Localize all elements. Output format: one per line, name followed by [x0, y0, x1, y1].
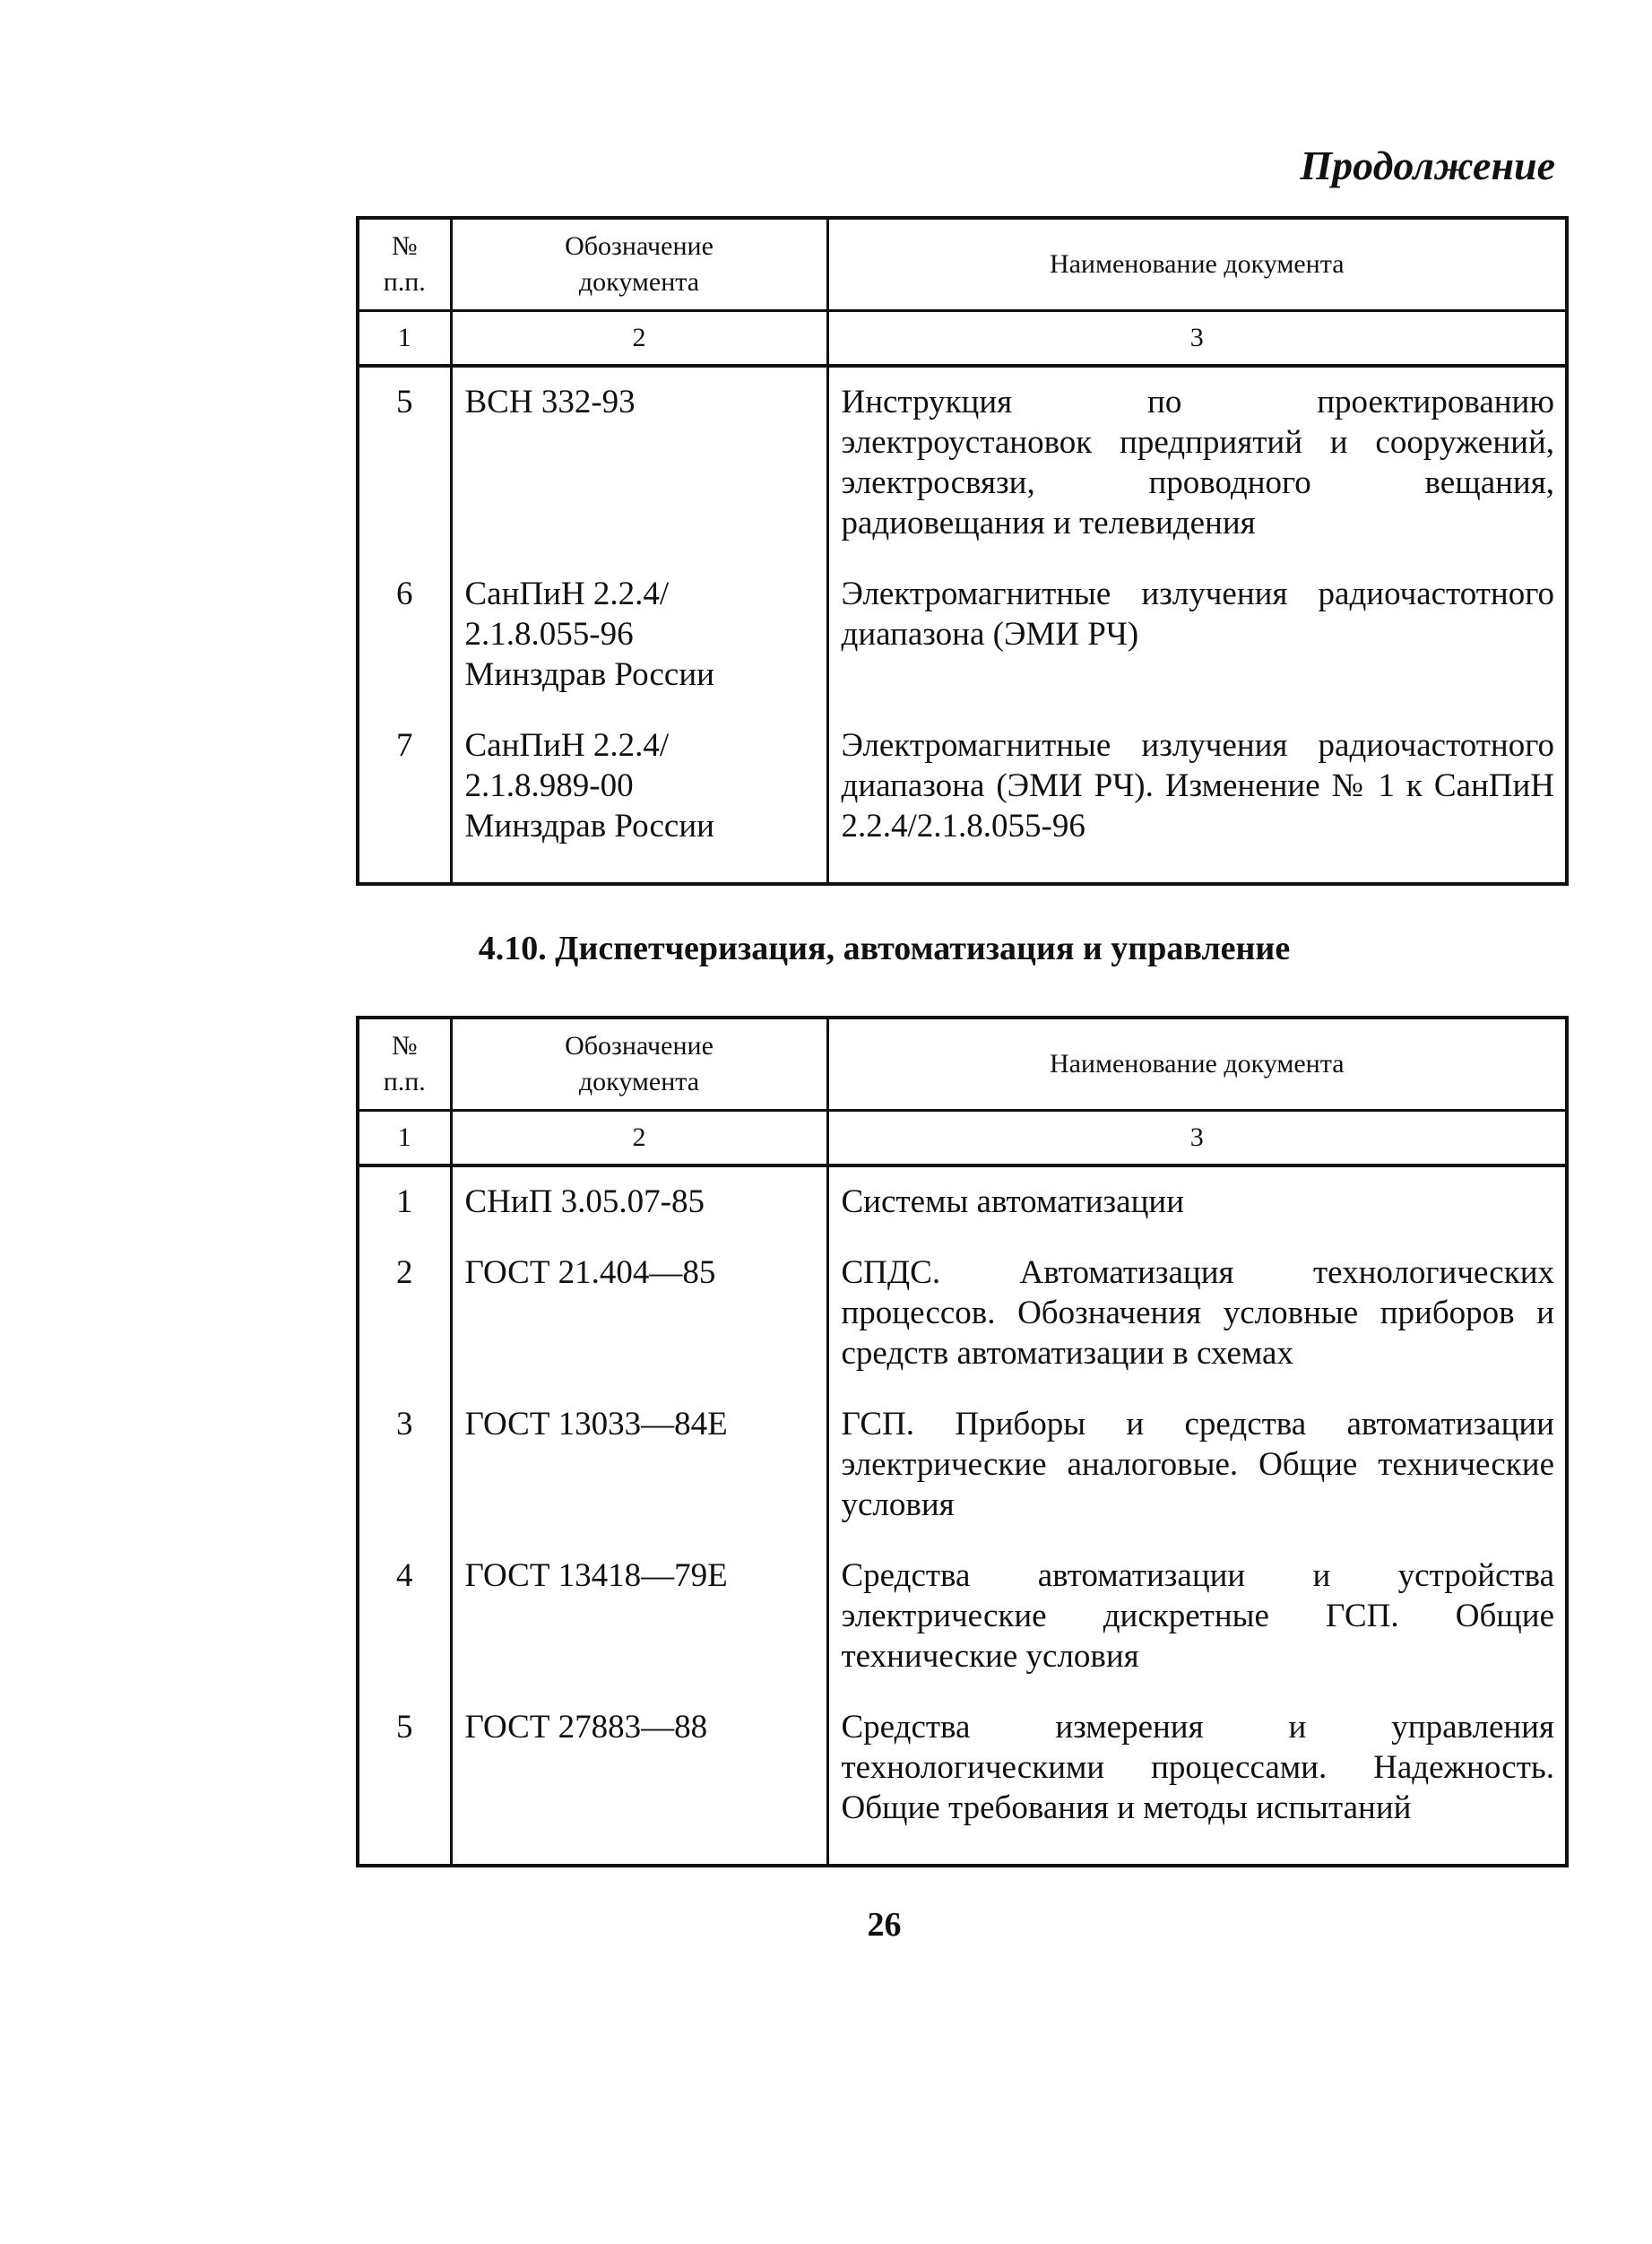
header-number: № п.п. — [358, 218, 451, 311]
document-name: Системы автоматизации — [827, 1165, 1567, 1238]
row-number: 3 — [358, 1390, 451, 1541]
column-number-3: 3 — [827, 1111, 1567, 1166]
document-designation: СанПиН 2.2.4/ 2.1.8.055-96 Минздрав России — [451, 559, 827, 711]
table-row — [358, 559, 1567, 711]
table-row — [358, 1165, 1567, 1238]
table-row — [358, 366, 1567, 559]
document-name: Электромагнитные излучения радиочастотного диапазона (ЭМИ РЧ). Изменение № 1 к СанПиН 2.2.4/2.1.8.055-96 — [827, 711, 1567, 884]
header-document-name: Наименование документа — [827, 1018, 1567, 1111]
document-designation: СанПиН 2.2.4/ 2.1.8.989-00 Минздрав России — [451, 711, 827, 884]
row-number: 7 — [358, 711, 451, 884]
continuation-label: Продолжение — [1300, 143, 1555, 188]
header-document-name: Наименование документа — [827, 218, 1567, 311]
header-designation: Обозначение документа — [451, 1018, 827, 1111]
documents-table-continued — [356, 216, 1569, 886]
document-name: Инструкция по проектированию электроустановок предприятий и сооружений, электросвязи, проводного вещания, радиовещания и телевидения — [827, 366, 1567, 559]
row-number: 2 — [358, 1238, 451, 1390]
row-number: 6 — [358, 559, 451, 711]
document-designation: ГОСТ 13033—84Е — [451, 1390, 827, 1541]
document-designation: ГОСТ 13418—79Е — [451, 1541, 827, 1693]
document-name: СПДС. Автоматизация технологических процессов. Обозначения условные приборов и средств автоматизации в схемах — [827, 1238, 1567, 1390]
row-number: 5 — [358, 1693, 451, 1866]
document-name: Средства измерения и управления технологическими процессами. Надежность. Общие требования и методы испытаний — [827, 1693, 1567, 1866]
column-number-row — [358, 1111, 1567, 1166]
document-name: Средства автоматизации и устройства электрические дискретные ГСП. Общие технические условия — [827, 1541, 1567, 1693]
column-number-2: 2 — [451, 1111, 827, 1166]
document-designation: ГОСТ 27883—88 — [451, 1693, 827, 1866]
column-number-1: 1 — [358, 311, 451, 367]
table-row — [358, 1541, 1567, 1693]
column-number-1: 1 — [358, 1111, 451, 1166]
table-header-row — [358, 1018, 1567, 1111]
table-row — [358, 1238, 1567, 1390]
document-name: ГСП. Приборы и средства автоматизации электрические аналоговые. Общие технические условия — [827, 1390, 1567, 1541]
header-designation: Обозначение документа — [451, 218, 827, 311]
table-header-row — [358, 218, 1567, 311]
documents-table-dispatching — [356, 1016, 1569, 1867]
column-number-row — [358, 311, 1567, 367]
header-number: № п.п. — [358, 1018, 451, 1111]
document-designation: СНиП 3.05.07-85 — [451, 1165, 827, 1238]
row-number: 4 — [358, 1541, 451, 1693]
row-number: 5 — [358, 366, 451, 559]
column-number-2: 2 — [451, 311, 827, 367]
section-title: 4.10. Диспетчеризация, автоматизация и управление — [478, 930, 1291, 967]
document-designation: ГОСТ 21.404—85 — [451, 1238, 827, 1390]
table-row — [358, 1693, 1567, 1866]
document-name: Электромагнитные излучения радиочастотного диапазона (ЭМИ РЧ) — [827, 559, 1567, 711]
column-number-3: 3 — [827, 311, 1567, 367]
page-number: 26 — [867, 1906, 902, 1944]
document-designation: ВСН 332-93 — [451, 366, 827, 559]
table-row — [358, 711, 1567, 884]
table-row — [358, 1390, 1567, 1541]
row-number: 1 — [358, 1165, 451, 1238]
